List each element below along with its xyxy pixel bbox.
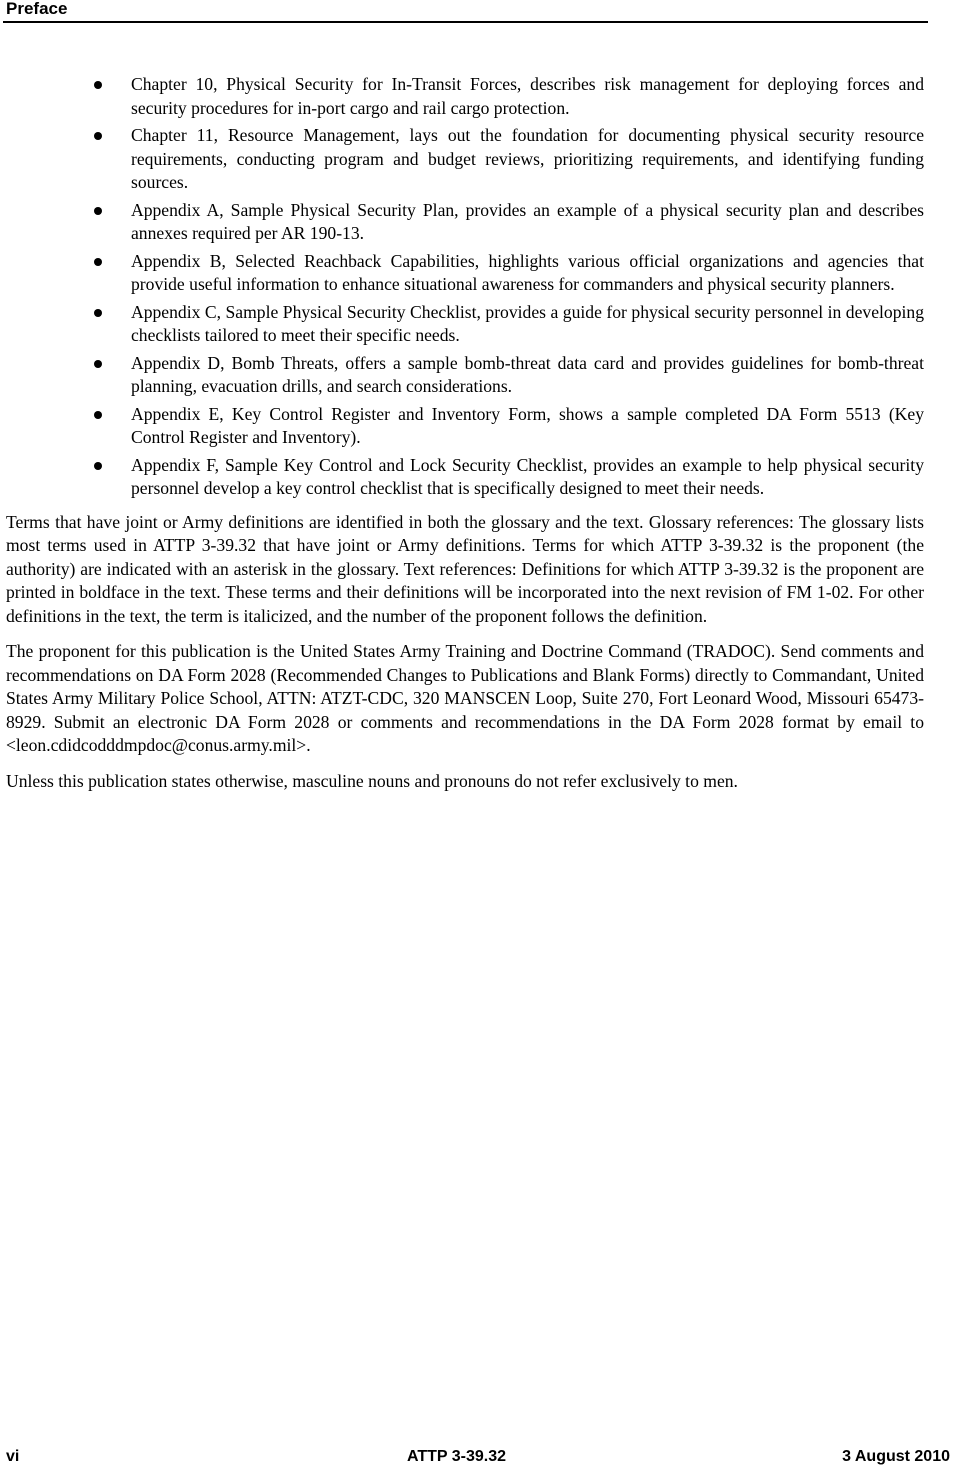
- footer-publication-id: ATTP 3-39.32: [407, 1448, 507, 1465]
- bullet-icon: [94, 258, 102, 266]
- chapter-appendix-list: [6, 73, 924, 501]
- proponent-paragraph: The proponent for this publication is the United States Army Training and Doctrine Command (TRADOC). Send comments and recommendations on DA Form 2028 (Recommended Changes to Publications and Blank Forms) directly to Commandant, United States Army Military Police School, ATTN: ATZT-CDC, 320 MANSCEN Loop, Suite 270, Fort Leonard Wood, Missouri 65473-8929. Submit an electronic DA Form 2028 or comments and recommendations in the DA Form 2028 format by email to <leon.cdidcodddmpdoc@conus.army.mil>.: [6, 641, 924, 755]
- list-item-text: Appendix D, Bomb Threats, offers a sample bomb-threat data card and provides guidelines for bomb-threat planning, evacuation drills, and search considerations.: [131, 352, 924, 396]
- page-body: [6, 73, 924, 805]
- bullet-icon: [94, 462, 102, 470]
- bullet-icon: [94, 411, 102, 419]
- list-item-text: Appendix B, Selected Reachback Capabilities, highlights various official organizations and agencies that provide useful information to enhance situational awareness for commanders and physical security planners.: [131, 250, 924, 294]
- glossary-terms-paragraph: Terms that have joint or Army definitions are identified in both the glossary and the text. Glossary references: The glossary lists most terms used in ATTP 3-39.32 that have joint or Army definitions. Terms for which ATTP 3-39.32 is the proponent (the authority) are indicated with an asterisk in the glossary. Text references: Definitions for which ATTP 3-39.32 is the proponent are printed in boldface in the text. These terms and their definitions will be incorporated into the next revision of FM 1-02. For other definitions in the text, the term is italicized, and the number of the proponent follows the definition.: [6, 511, 924, 626]
- page-header-title: Preface: [6, 0, 68, 18]
- bullet-icon: [94, 309, 102, 317]
- list-item-text: Appendix E, Key Control Register and Inventory Form, shows a sample completed DA Form 5513 (Key Control Register and Inventory).: [131, 403, 924, 447]
- bullet-icon: [94, 207, 102, 215]
- list-item: [6, 301, 924, 348]
- bullet-icon: [94, 81, 102, 89]
- list-item-text: Appendix C, Sample Physical Security Checklist, provides a guide for physical security personnel in developing checklists tailored to meet their specific needs.: [131, 301, 924, 345]
- bullet-icon: [94, 132, 102, 140]
- list-item: [6, 454, 924, 501]
- footer-page-number: vi: [6, 1448, 20, 1465]
- page-footer: [6, 1447, 950, 1467]
- footer-date: 3 August 2010: [842, 1448, 950, 1465]
- list-item-text: Chapter 11, Resource Management, lays out the foundation for documenting physical security resource requirements, conducting program and budget reviews, prioritizing requirements, and identifying funding sources.: [131, 125, 924, 192]
- list-item: [6, 403, 924, 450]
- list-item-text: Chapter 10, Physical Security for In-Transit Forces, describes risk management for deploying forces and security procedures for in-port cargo and rail cargo protection.: [131, 74, 924, 118]
- list-item: [6, 199, 924, 246]
- list-item: [6, 124, 924, 195]
- list-item: [6, 250, 924, 297]
- list-item-text: Appendix F, Sample Key Control and Lock Security Checklist, provides an example to help physical security personnel develop a key control checklist that is specifically designed to meet their needs.: [131, 454, 924, 498]
- list-item: [6, 73, 924, 120]
- list-item: [6, 352, 924, 399]
- bullet-icon: [94, 360, 102, 368]
- header-divider: [3, 21, 928, 23]
- gender-language-paragraph: Unless this publication states otherwise, masculine nouns and pronouns do not refer exclusively to men.: [6, 770, 738, 791]
- list-item-text: Appendix A, Sample Physical Security Plan, provides an example of a physical security plan and describes annexes required per AR 190-13.: [131, 199, 924, 243]
